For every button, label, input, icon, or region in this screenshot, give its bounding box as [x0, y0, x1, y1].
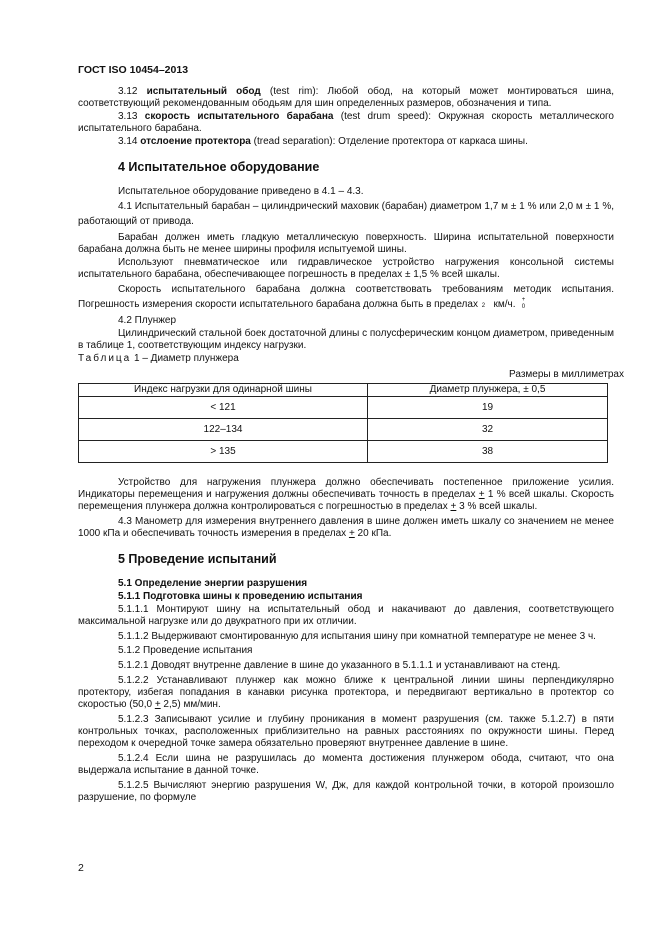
paragraph: 5.1.2.4 Если шина не разрушилась до момента достижения плунжером обода, считают, что она выдержала испытание в данной точке.	[78, 753, 614, 776]
paragraph: 5.1.1.1 Монтируют шину на испытательный обод и накачивают до давления, соответствующего максимальной нагрузке или до двукратного при их отличии.	[78, 604, 614, 627]
table-header-cell: Диаметр плунжера, ± 0,5	[368, 384, 608, 397]
table-row	[79, 397, 608, 419]
paragraph: Испытательное оборудование приведено в 4.1 – 4.3.	[118, 186, 364, 197]
definition-3-13: 3.13 скорость испытательного барабана (test drum speed): Окружная скорость металлического испытательного барабана.	[78, 111, 614, 134]
table-row	[79, 441, 608, 463]
table-cell: < 121	[79, 397, 368, 419]
paragraph: 5.1.2 Проведение испытания	[118, 645, 253, 656]
table-row	[79, 419, 608, 441]
plunger-diameter-table	[78, 383, 608, 463]
paragraph: 4.3 Манометр для измерения внутреннего давления в шине должен иметь шкалу со значением не менее 1000 кПа и обеспечивать точность измерения в пределах + 20 кПа.	[78, 516, 614, 539]
page-number: 2	[78, 862, 84, 874]
table-cell: 122–134	[79, 419, 368, 441]
page-content	[78, 86, 624, 805]
term: скорость испытательного барабана	[144, 111, 334, 122]
paragraph: 4.1 Испытательный барабан – цилиндрический маховик (барабан) диаметром 1,7 м ± 1 % или 2,0 м ± 1 %, работающий от привода.	[78, 201, 614, 227]
paragraph: 5.1.1.2 Выдерживают смонтированную для испытания шину при комнатной температуре не менее 3 ч.	[118, 631, 596, 642]
paragraph-speed-tolerance: Скорость испытательного барабана должна соответствовать требованиям методик испытания. Погрешность измерения скорости испытательного барабана должна быть в пределах + 2 0 км/ч.	[78, 284, 614, 311]
definition-3-12: 3.12 испытательный обод (test rim): Любой обод, на который может монтироваться шина, соответствующий рекомендованным ободьям для шин определенных размеров, обозначения и типа.	[78, 86, 614, 109]
table-cell: 32	[368, 419, 608, 441]
paragraph: 5.1.2.5 Вычисляют энергию разрушения W, Дж, для каждой контрольной точки, в которой произошло разрушение, по формуле	[78, 780, 614, 803]
paragraph: 5.1.2.3 Записывают усилие и глубину проникания в момент разрушения (см. также 5.1.2.7) в пяти контрольных точках, расположенных приблизительно на равных расстояниях по окружности шины. Перед переходом к очередной точке замера обязательно проверяют внутреннее давление в шине.	[78, 714, 614, 749]
subsection-heading: 5.1 Определение энергии разрушения	[118, 578, 308, 589]
paragraph: Используют пневматическое или гидравлическое устройство нагружения консольной системы испытательного барабана, обеспечивающее погрешность в пределах ± 1,5 % всей шкалы.	[78, 257, 614, 280]
definition-3-14: 3.14 отслоение протектора (tread separation): Отделение протектора от каркаса шины.	[118, 136, 528, 147]
paragraph: 5.1.2.2 Устанавливают плунжер как можно ближе к центральной линии шины перпендикулярно протектору, избегая попадания в канавки рисунка протектора, и передвигают вертикально в протектор со скоростью (50,0 + 2,5) мм/мин.	[78, 675, 614, 710]
table-caption: Таблица 1 – Диаметр плунжера	[78, 353, 239, 364]
section-4-heading: 4 Испытательное оборудование	[118, 160, 320, 174]
paragraph: Цилиндрический стальной боек достаточной длины с полусферическим концом диаметром, приведенным в таблице 1, соответствующим индексу нагрузки.	[78, 328, 614, 351]
term: отслоение протектора	[140, 136, 251, 147]
table-cell: > 135	[79, 441, 368, 463]
paragraph: Барабан должен иметь гладкую металлическую поверхность. Ширина испытательной поверхности барабана должна быть не менее ширины профиля испытуемой шины.	[78, 232, 614, 255]
table-units: Размеры в миллиметрах	[509, 369, 624, 380]
tolerance-fraction: + 2 0	[481, 297, 526, 311]
table-cell: 19	[368, 397, 608, 419]
table-cell: 38	[368, 441, 608, 463]
document-header: ГОСТ ISO 10454–2013	[78, 64, 189, 76]
section-5-heading: 5 Проведение испытаний	[118, 552, 277, 566]
paragraph: Устройство для нагружения плунжера должно обеспечивать постепенное приложение усилия. Индикаторы перемещения и нагружения должны обеспечивать точность в пределах + 1 % всей шкалы. Скорость перемещения плунжера должна контролироваться с погрешностью в пределах + 3 % всей шкалы.	[78, 477, 614, 512]
table-header-cell: Индекс нагрузки для одинарной шины	[79, 384, 368, 397]
paragraph: 5.1.2.1 Доводят внутренне давление в шине до указанного в 5.1.1.1 и устанавливают на стенд.	[118, 660, 561, 671]
paragraph: 4.2 Плунжер	[118, 315, 177, 326]
subsection-heading: 5.1.1 Подготовка шины к проведению испытания	[118, 591, 363, 602]
table-header-row	[79, 384, 608, 397]
term: испытательный обод	[146, 86, 261, 97]
